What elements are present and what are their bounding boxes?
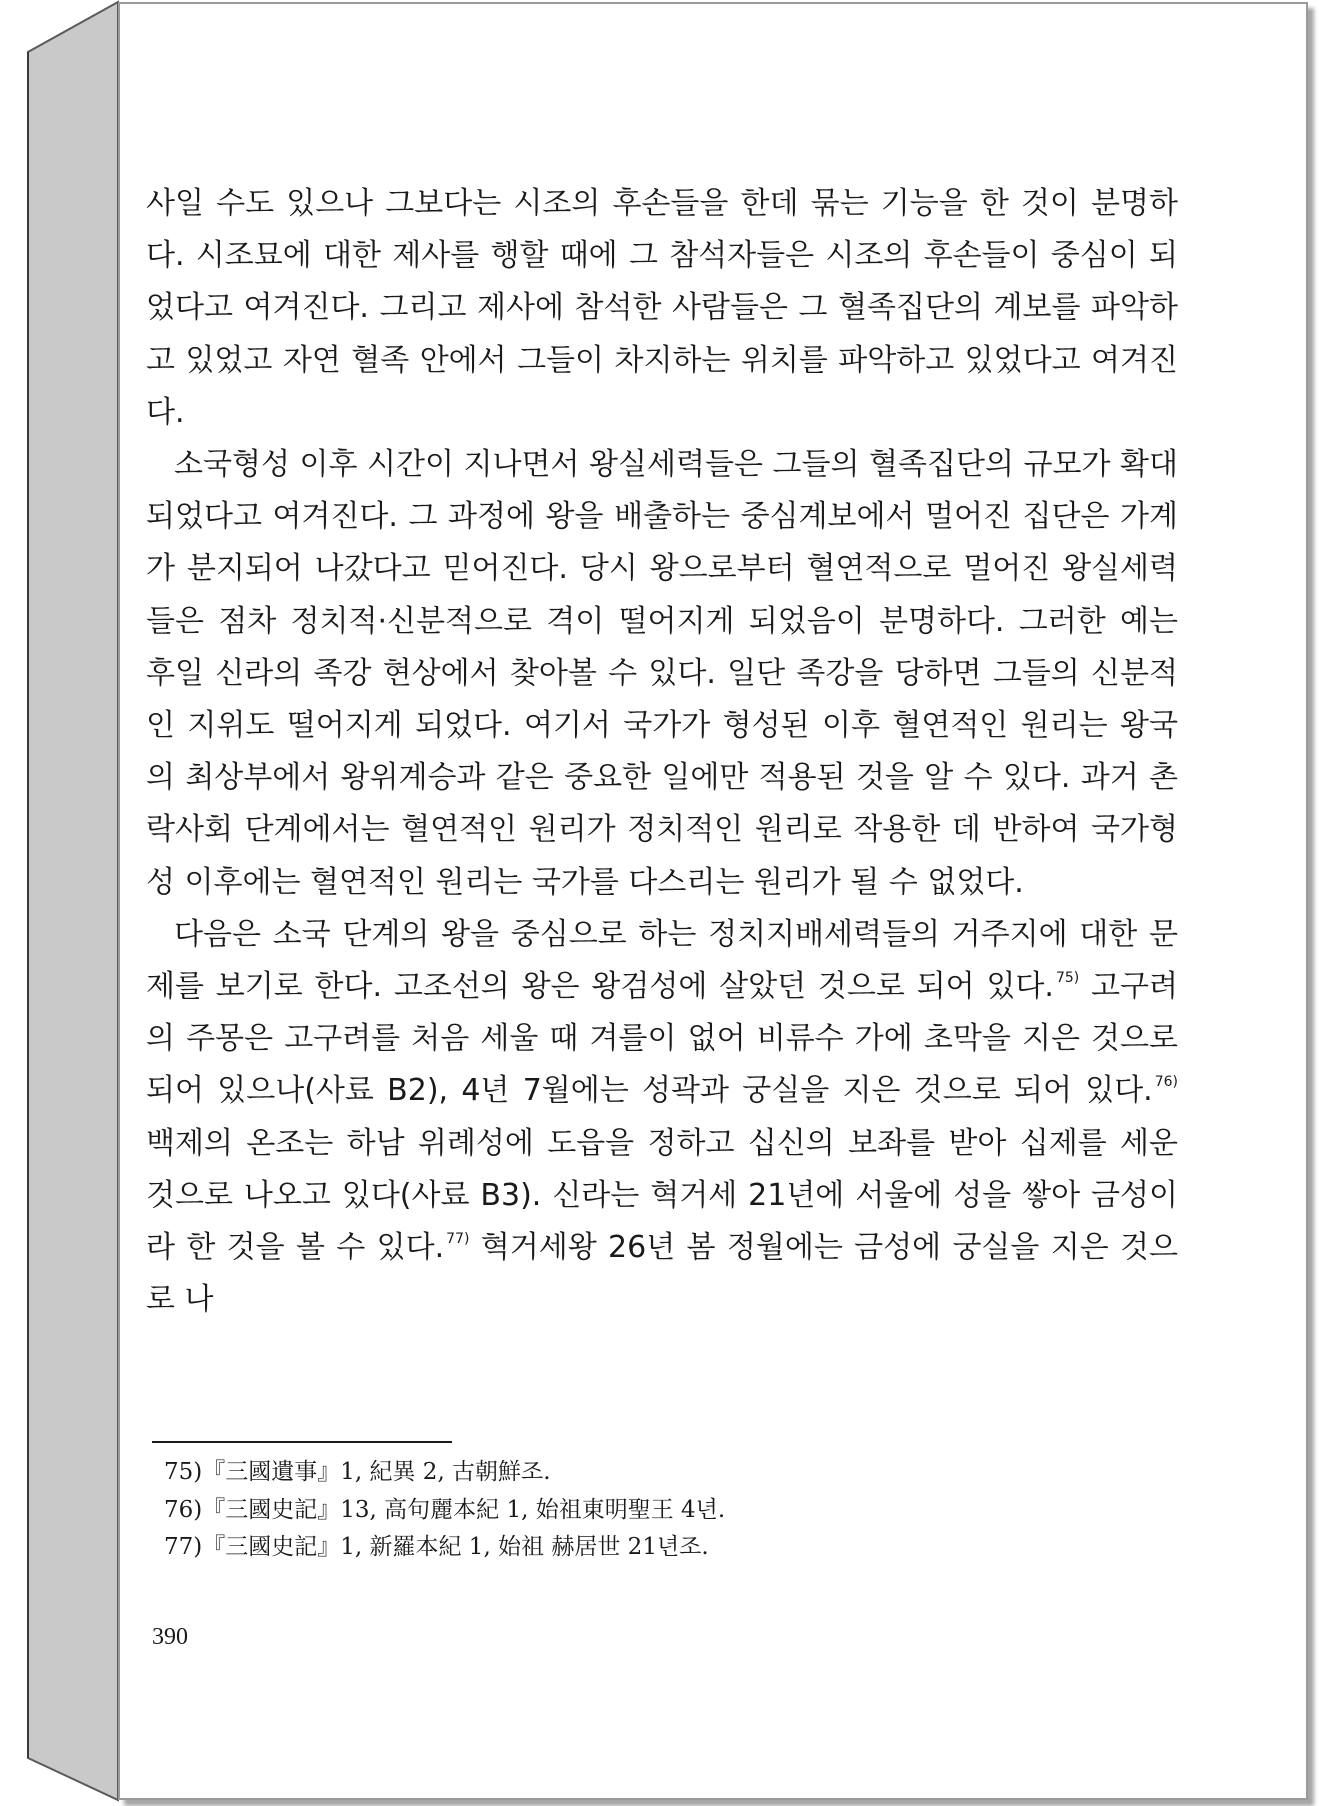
paragraph-text: 다음은 소국 단계의 왕을 중심으로 하는 정치지배세력들의 거주지에 대한 문제를 보기로 한다. 고조선의 왕은 왕검성에 살았던 것으로 되어 있다.	[146, 916, 1178, 1005]
paragraph	[146, 178, 1178, 439]
page-number: 390	[152, 1624, 188, 1650]
footnote-reference[interactable]: 76)	[1154, 1074, 1178, 1091]
paragraph	[146, 439, 1178, 909]
footnote-reference[interactable]: 77)	[446, 1231, 470, 1248]
footnote: 76)『三國史記』13, 高句麗本紀 1, 始祖東明聖王 4년.	[164, 1496, 726, 1523]
paragraph-text: 혁거세왕 26년 봄 정월에는 금성에 궁실을 지은 것으로 나	[146, 1230, 1179, 1318]
footnote: 75)『三國遺事』1, 紀異 2, 古朝鮮조.	[164, 1459, 551, 1485]
paragraph	[146, 909, 1178, 1327]
footnotes	[164, 1454, 1164, 1567]
paragraph-text: 고구려의 주몽은 고구려를 처음 세울 때 겨를이 없어 비류수 가에 초막을 지은 것으로 되어 있으나(사료 B2), 4년 7월에는 성곽과 궁실을 지은 것으로 되어 있다.	[146, 969, 1178, 1109]
paragraph-text: 백제의 온조는 하남 위례성에 도읍을 정하고 십신의 보좌를 받아 십제를 세운 것으로 나오고 있다(사료 B3). 신라는 혁거세 21년에 서울에 성을 쌓아 금성이라 한 것을 볼 수 있다.	[146, 1125, 1178, 1266]
footnote-reference[interactable]: 75)	[1055, 970, 1080, 987]
paragraph-text: 사일 수도 있으나 그보다는 시조의 후손들을 한데 묶는 기능을 한 것이 분명하다. 시조묘에 대한 제사를 행할 때에 그 참석자들은 시조의 후손들이 중심이 되었다고 여겨진다. 그리고 제사에 참석한 사람들은 그 혈족집단의 계보를 파악하고 있었고 자연 혈족 안에서 그들이 차지하는 위치를 파악하고 있었다고 여겨진다.	[146, 186, 1179, 430]
paragraph-text: 소국형성 이후 시간이 지나면서 왕실세력들은 그들의 혈족집단의 규모가 확대되었다고 여겨진다. 그 과정에 왕을 배출하는 중심계보에서 멀어진 집단은 가계가 분지되어 나갔다고 믿어진다. 당시 왕으로부터 혈연적으로 멀어진 왕실세력들은 점차 정치적·신분적으로 격이 떨어지게 되었음이 분명하다. 그러한 예는 후일 신라의 족강 현상에서 찾아볼 수 있다. 일단 족강을 당하면 그들의 신분적인 지위도 떨어지게 되었다. 여기서 국가가 형성된 이후 혈연적인 원리는 왕국의 최상부에서 왕위계승과 같은 중요한 일에만 적용된 것을 알 수 있다. 과거 촌락사회 단계에서는 혈연적인 원리가 정치적인 원리로 작용한 데 반하여 국가형성 이후에는 혈연적인 원리는 국가를 다스리는 원리가 될 수 없었다.	[146, 447, 1178, 900]
body-text	[146, 178, 1178, 1326]
footnote-separator	[152, 1441, 452, 1443]
footnote: 77)『三國史記』1, 新羅本紀 1, 始祖 赫居世 21년조.	[164, 1534, 709, 1560]
book-spine	[0, 0, 122, 1806]
